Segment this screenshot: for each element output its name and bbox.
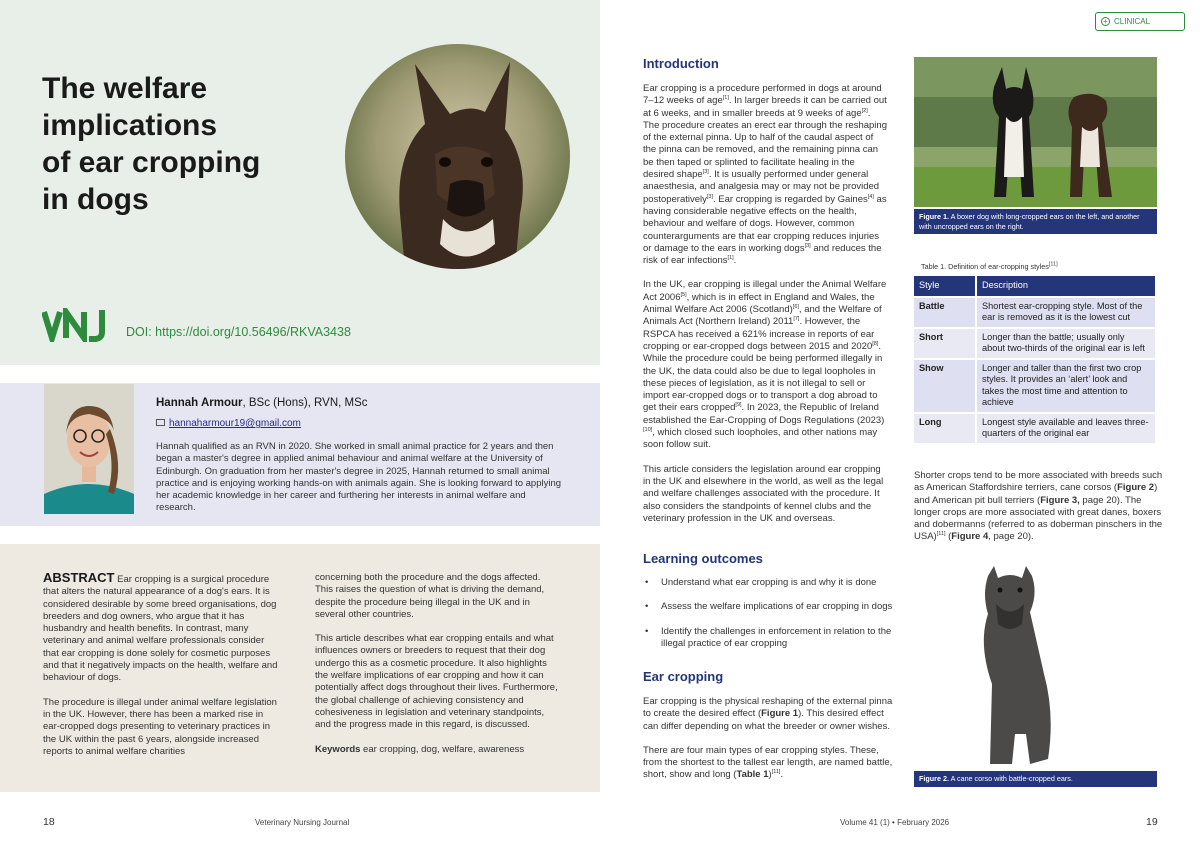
- learning-outcomes-list: [643, 577, 893, 662]
- author-email-link[interactable]: [156, 418, 301, 429]
- figure-2-caption: [914, 771, 1157, 787]
- author-bio: Hannah qualified as an RVN in 2020. She worked in small animal practice for 2 years and then began a master's degree in applied animal behaviour and animal welfare at the University of Edinburgh. On graduation from her master's degree in 2025, Hannah returned to small animal practice and is enjoying working hands-on with animals again. She is looking forward to applying her academic knowledge in her career and furthering her interests in animal welfare and research.: [156, 441, 562, 514]
- table-row: [914, 328, 1156, 359]
- title-line: in dogs: [42, 183, 149, 216]
- title-line: implications: [42, 109, 218, 142]
- separator-bullet: •: [892, 818, 895, 827]
- figure-2-label: Figure 2.: [919, 774, 949, 783]
- table-cell: Longer and taller than the first two crop styles. It provides an ‘alert’ look and takes the most time and attention to achieve: [976, 359, 1156, 413]
- journal-name: Veterinary Nursing Journal: [255, 818, 350, 827]
- table-cell: Short: [914, 328, 976, 359]
- figure-1-caption: [914, 209, 1157, 234]
- table-1-title-text: Table 1. Definition of ear-cropping styles: [921, 262, 1049, 271]
- table-cell: Longest style available and leaves three-quarters of the original ear: [976, 413, 1156, 443]
- author-email[interactable]: hannaharmour19@gmail.com: [169, 418, 301, 429]
- figure-2-text: A cane corso with battle-cropped ears.: [950, 774, 1073, 783]
- list-item: • Assess the welfare implications of ear cropping in dogs: [643, 601, 893, 613]
- boxer-portrait-image: [345, 44, 570, 269]
- table-cell: Longer than the battle; usually only about two-thirds of the original ear is left: [976, 328, 1156, 359]
- abstract-heading: ABSTRACT: [43, 570, 115, 585]
- keywords-list: ear cropping, dog, welfare, awareness: [363, 743, 525, 755]
- page-number-right: 19: [1146, 816, 1158, 828]
- keywords-label: Keywords: [315, 743, 361, 755]
- figure-1-label: Figure 1.: [919, 212, 949, 221]
- abstract-paragraph: The procedure is illegal under animal welfare legislation in the UK. However, there has been a marked rise in ear-cropped dogs presenting to veterinary practices in the UK within the past 6 years, alongside increased reports to animal welfare charities: [43, 696, 277, 757]
- table-1-ref: [11]: [1048, 261, 1058, 268]
- abstract-paragraph: concerning both the procedure and the dogs affected. This raises the question of what is driving the demand, despite the procedure being illegal in the UK and in several other countries.: [315, 572, 545, 620]
- plus-circle-icon: +: [1101, 17, 1110, 26]
- abstract-paragraph: Ear cropping is a surgical procedure that alters the natural appearance of a dog's ears. It is considered desirable by some breed organisations, dog breeders and dog owners, who argue that it has husbandry and health benefits. In contrast, many veterinary and animal welfare professionals consider that ear cropping is done solely for cosmetic purposes and that it negatively impacts on the health, welfare and behaviour of dogs.: [43, 574, 278, 684]
- author-name-bold: Hannah Armour: [156, 397, 243, 409]
- envelope-icon: [156, 419, 165, 426]
- list-item: • Understand what ear cropping is and why it is done: [643, 577, 893, 589]
- title-line: The welfare: [42, 72, 208, 105]
- figure-1-image: [914, 57, 1157, 207]
- ear-cropping-text: Ear cropping is the physical reshaping of the external pinna to create the desired effect (Figure 1). This desired effect can differ depending on what the breeder or owner wishes. There are four main types of ear cropping styles. These, from the shortest to the tallest ear length, are named battle, short, show and long (Table 1)[11].: [643, 696, 893, 781]
- introduction-text: Ear cropping is a procedure performed in dogs at around 7–12 weeks of age[1]. In larger breeds it can be carried out at 6 weeks, and in smaller breeds at 9 weeks of age[2]. The procedure creates an erect ear through the reshaping of the external pinna. Up to half of the caudal aspect of the pinna can be removed, and the remaining pinna can be then taped or splinted to facilitate healing in the desired shape[3]. It is usually performed under general anaesthesia, and analgesia may or may not be provided postoperatively[3]. Ear cropping is regarded by Gaines[4] as having considerable negative effects on the health, behaviour and welfare of dogs. However, common counterarguments are that ear cropping reduces injuries or damage to the ears in working dogs[3] and reduces the risk of ear infections[1]. In the UK, ear cropping is illegal under the Animal Welfare Act 2006[5], which is in effect in England and Wales, the Animal Welfare Act 2006 (Scotland)[6], and the Welfare of Animals Act (Northern Ireland) 2011[7]. However, the RSPCA has received a 621% increase in reports of ear cropping or ear-cropped dogs between 2015 and 2020[8]. While the procedure could be being performed illegally in the UK, the data could also be due to legal loopholes in these pieces of legislation, as it is not illegal to sell or import ear-cropped dogs or to transport a dog abroad to get their ears cropped[9]. In 2023, the Republic of Ireland established the Ear-Cropping of Dogs Regulations (2023)[10], which closed such loopholes, and other nations may soon follow suit. This article considers the legislation around ear cropping in the UK and elsewhere in the world, as well as the legal and welfare challenges associated with the procedure. It also considers the standpoints of kennel clubs and the veterinary profession in the UK and overseas.: [643, 83, 887, 524]
- clinical-badge: [1095, 12, 1185, 31]
- doi-link[interactable]: DOI: https://doi.org/10.56496/RKVA3438: [126, 325, 351, 339]
- table-row: [914, 297, 1156, 328]
- issue-info: [840, 818, 949, 827]
- abstract-column-1: [43, 572, 281, 770]
- issue-date: February 2026: [897, 818, 950, 827]
- table-header-row: [914, 276, 1156, 297]
- author-photo: [44, 384, 134, 514]
- clinical-label: CLINICAL: [1114, 17, 1151, 26]
- learning-outcomes-heading: Learning outcomes: [643, 551, 763, 566]
- list-item: • Identify the challenges in enforcement in relation to the illegal practice of ear cropping: [643, 626, 893, 651]
- introduction-heading: Introduction: [643, 56, 719, 71]
- table-1-title: [921, 262, 1058, 271]
- vnj-logo: [42, 308, 112, 342]
- figure-1-text: A boxer dog with long-cropped ears on the left, and another with uncropped ears on the right.: [919, 212, 1140, 231]
- article-title: [42, 70, 302, 218]
- crop-breeds-text: Shorter crops tend to be more associated with breeds such as American Staffordshire terriers, cane corsos (Figure 2) and American pit bull terriers (Figure 3, page 20). The longer crops are more associated with great danes, boxers and dobermanns (referred to as doberman pinschers in the USA)[11] (Figure 4, page 20).: [914, 470, 1163, 543]
- ear-cropping-styles-table: [914, 276, 1157, 443]
- ear-cropping-heading: Ear cropping: [643, 669, 724, 684]
- keywords: [315, 744, 560, 756]
- author-name: [156, 397, 368, 409]
- page-number-left: 18: [43, 816, 55, 828]
- table-row: [914, 359, 1156, 413]
- table-cell: Long: [914, 413, 976, 443]
- figure-2-image: [960, 564, 1060, 769]
- volume-label: Volume 41 (1): [840, 818, 890, 827]
- table-header-cell: Description: [976, 276, 1156, 297]
- abstract-column-2: [315, 572, 560, 768]
- author-credentials: , BSc (Hons), RVN, MSc: [242, 397, 368, 409]
- table-header-cell: Style: [914, 276, 976, 297]
- table-row: [914, 413, 1156, 443]
- title-line: of ear cropping: [42, 146, 261, 179]
- table-cell: Shortest ear-cropping style. Most of the ear is removed as it is the lowest cut: [976, 297, 1156, 328]
- table-cell: Battle: [914, 297, 976, 328]
- table-cell: Show: [914, 359, 976, 413]
- abstract-paragraph: This article describes what ear cropping entails and what influences owners or breeders to request that their dog undergo this as a cosmetic procedure. It also highlights the welfare implications of ear cropping and how it can potentially affect dogs throughout their lives. Furthermore, the global challenge of achieving consistency and cohesiveness in legislation and veterinary standpoints, and the progress made in this regard, is discussed.: [315, 633, 558, 731]
